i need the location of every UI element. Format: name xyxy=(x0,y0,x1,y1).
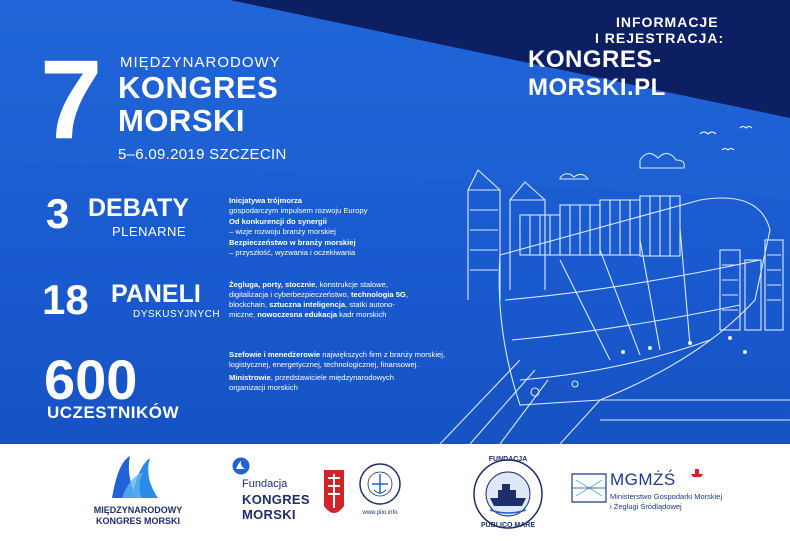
panels-label: PANELI xyxy=(111,280,201,308)
panels-text: kadr morskich xyxy=(337,309,387,319)
izba-url: www.piio.info xyxy=(362,510,398,516)
panels-text: digitalizacja i cyberbezpieczeństwo, xyxy=(229,289,351,299)
fundacja-label: Fundacja xyxy=(242,478,288,490)
ministry-ship-icon xyxy=(690,466,704,478)
ministry-name-line2: i Żeglugi Śródlądowej xyxy=(610,502,682,511)
debates-sublabel: PLENARNE xyxy=(112,224,187,239)
debate-topic-desc: – wizje rozwoju branży morskiej xyxy=(229,226,336,236)
event-dates: 5–6.09.2019 SZCZECIN xyxy=(118,146,287,163)
participants-text: największych firm z branży morskiej, xyxy=(320,350,446,359)
ministry-name-line1: Ministerstwo Gospodarki Morskiej xyxy=(610,492,723,501)
headline-morski: MORSKI xyxy=(118,103,245,138)
registration-line2: I REJESTRACJA: xyxy=(595,30,725,46)
mkm-logo-line2: KONGRES MORSKI xyxy=(95,516,180,526)
participants-bold: Ministrowie xyxy=(229,373,271,382)
ministry-emblem-icon xyxy=(570,470,608,506)
panels-text: , statki autono- xyxy=(345,299,395,309)
fundacja-logo-icon xyxy=(232,457,250,475)
publico-mare-line1: FUNDACJA xyxy=(488,456,528,463)
participants-text: , przedstawiciele międzynarodowych xyxy=(270,373,395,382)
debate-topic-title: Od konkurencji do synergii xyxy=(229,217,327,226)
panels-text: , xyxy=(405,289,408,299)
panels-bold: technologia 5G xyxy=(350,289,406,299)
edition-number: 7 xyxy=(40,37,101,162)
debate-topic xyxy=(229,238,356,258)
panels-bold: Żegluga, porty, stocznie xyxy=(229,280,316,289)
izba-seal-icon xyxy=(358,462,402,506)
participants-bold: Szefowie i menedżerowie xyxy=(229,350,321,359)
pzm-emblem-icon xyxy=(321,468,347,520)
participants-text: organizacji morskich xyxy=(229,382,298,392)
debate-topic xyxy=(229,196,367,216)
headline-kongres: KONGRES xyxy=(118,70,279,105)
debate-topic-title: Bezpieczeństwo w branży morskiej xyxy=(229,238,356,247)
debates-label: DEBATY xyxy=(88,194,189,222)
harbor-lights xyxy=(621,336,747,354)
headline-international: MIĘDZYNARODOWY xyxy=(120,54,281,71)
fundacja-kongres: KONGRES xyxy=(242,492,310,507)
panels-count: 18 xyxy=(42,276,89,323)
fundacja-morski: MORSKI xyxy=(242,507,296,522)
panels-sublabel: DYSKUSYJNYCH xyxy=(133,309,221,320)
debate-topic-desc: – przyszłość, wyzwania i oczekiwania xyxy=(229,247,356,257)
debate-topic-title: Inicjatywa trójmorza xyxy=(229,196,303,205)
ministry-brand: MGMŻŚ xyxy=(610,470,676,489)
mkm-logo-icon xyxy=(108,452,168,500)
publico-mare-logo-icon xyxy=(472,458,544,530)
participants-description xyxy=(229,350,445,370)
panels-text: miczne, xyxy=(229,309,258,319)
publico-mare-line2: PUBLICO MARE xyxy=(480,522,536,529)
panels-bold: nowoczesna edukacja xyxy=(257,309,338,319)
debate-topic-desc: gospodarczym impulsem rozwoju Europy xyxy=(229,205,368,215)
debate-topic xyxy=(229,217,336,237)
participants-label: UCZESTNIKÓW xyxy=(47,403,180,422)
participants-text: logistycznej, energetycznej, technologicznej, finansowej. xyxy=(229,359,419,369)
registration-line1: INFORMACJE xyxy=(616,14,719,30)
participants-count: 600 xyxy=(44,348,138,411)
debates-count: 3 xyxy=(46,190,70,237)
registration-link[interactable]: KONGRES-MORSKI.PL xyxy=(528,46,666,101)
panels-text: blockchain, xyxy=(229,299,270,309)
panels-bold: sztuczna inteligencja xyxy=(269,299,346,309)
panels-description xyxy=(229,280,408,319)
panels-text: , konstrukcje stalowe, xyxy=(315,280,388,289)
participants-description-2 xyxy=(229,373,394,393)
mkm-logo-line1: MIĘDZYNARODOWY xyxy=(93,505,183,515)
